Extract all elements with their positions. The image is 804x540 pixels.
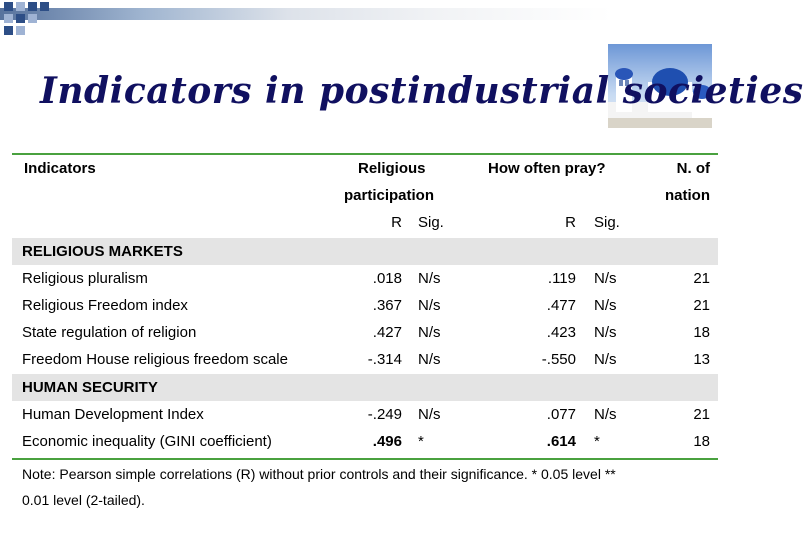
sig-pray: N/s [594,406,617,423]
sig-pray: * [594,433,600,450]
header-participation: participation [344,187,435,204]
deco-square [16,2,25,11]
r-participation: .496 [372,433,402,450]
header-decoration [0,0,720,34]
indicator-name: Economic inequality (GINI coefficient) [22,433,272,450]
table-row [12,319,718,346]
sig-pray: N/s [594,270,617,287]
indicator-name: Human Development Index [22,406,204,423]
n-nations: 18 [693,324,710,341]
deco-square [28,14,37,23]
table-row [12,292,718,319]
table-row [12,265,718,292]
header-indicators: Indicators [24,160,96,177]
header-nof: N. of [676,160,710,177]
header-religious: Religious [358,160,426,177]
header-pray: How often pray? [488,160,606,177]
deco-square [4,2,13,11]
table-row [12,401,718,428]
page-title: Indicators in postindustrial societies [40,70,804,112]
n-nations: 21 [693,297,710,314]
n-nations: 21 [693,270,710,287]
table-note-line-1: Note: Pearson simple correlations (R) without prior controls and their significance. * 0.05 level ** [22,466,616,482]
section-label: RELIGIOUS MARKETS [22,243,183,260]
r-participation: .018 [372,270,402,287]
r-pray: .423 [546,324,576,341]
table-row [12,346,718,373]
r-participation: -.249 [367,406,402,423]
r-pray: -.550 [541,351,576,368]
header-r2: R [565,214,576,231]
indicator-name: Religious pluralism [22,270,148,287]
n-nations: 21 [693,406,710,423]
indicator-name: State regulation of religion [22,324,197,341]
section-row [12,374,718,401]
n-nations: 18 [693,433,710,450]
header-nation: nation [665,187,710,204]
r-participation: .427 [372,324,402,341]
indicator-name: Religious Freedom index [22,297,188,314]
header-sig2: Sig. [594,214,620,231]
sig-pray: N/s [594,351,617,368]
header-row-3 [12,209,718,236]
r-participation: .367 [372,297,402,314]
deco-square [28,2,37,11]
r-pray: .077 [546,406,576,423]
section-row [12,238,718,265]
section-label: HUMAN SECURITY [22,379,158,396]
sig-participation: N/s [418,351,441,368]
deco-square [4,14,13,23]
table-row [12,428,718,455]
r-pray: .477 [546,297,576,314]
deco-square [40,2,49,11]
header-row-2 [12,182,718,209]
header-r1: R [391,214,402,231]
table-bottom-rule [12,458,718,460]
r-pray: .119 [547,270,576,287]
sig-participation: N/s [418,324,441,341]
sig-participation: N/s [418,297,441,314]
sig-participation: N/s [418,406,441,423]
n-nations: 13 [693,351,710,368]
sig-pray: N/s [594,324,617,341]
sig-participation: N/s [418,270,441,287]
table-note-line-2: 0.01 level (2-tailed). [22,492,145,508]
sig-participation: * [418,433,424,450]
indicator-name: Freedom House religious freedom scale [22,351,288,368]
header-row-1 [12,155,718,182]
gradient-strip [0,8,720,20]
deco-square [16,26,25,35]
r-pray: .614 [546,433,576,450]
deco-square [4,26,13,35]
sig-pray: N/s [594,297,617,314]
r-participation: -.314 [367,351,402,368]
deco-square [16,14,25,23]
header-sig1: Sig. [418,214,444,231]
